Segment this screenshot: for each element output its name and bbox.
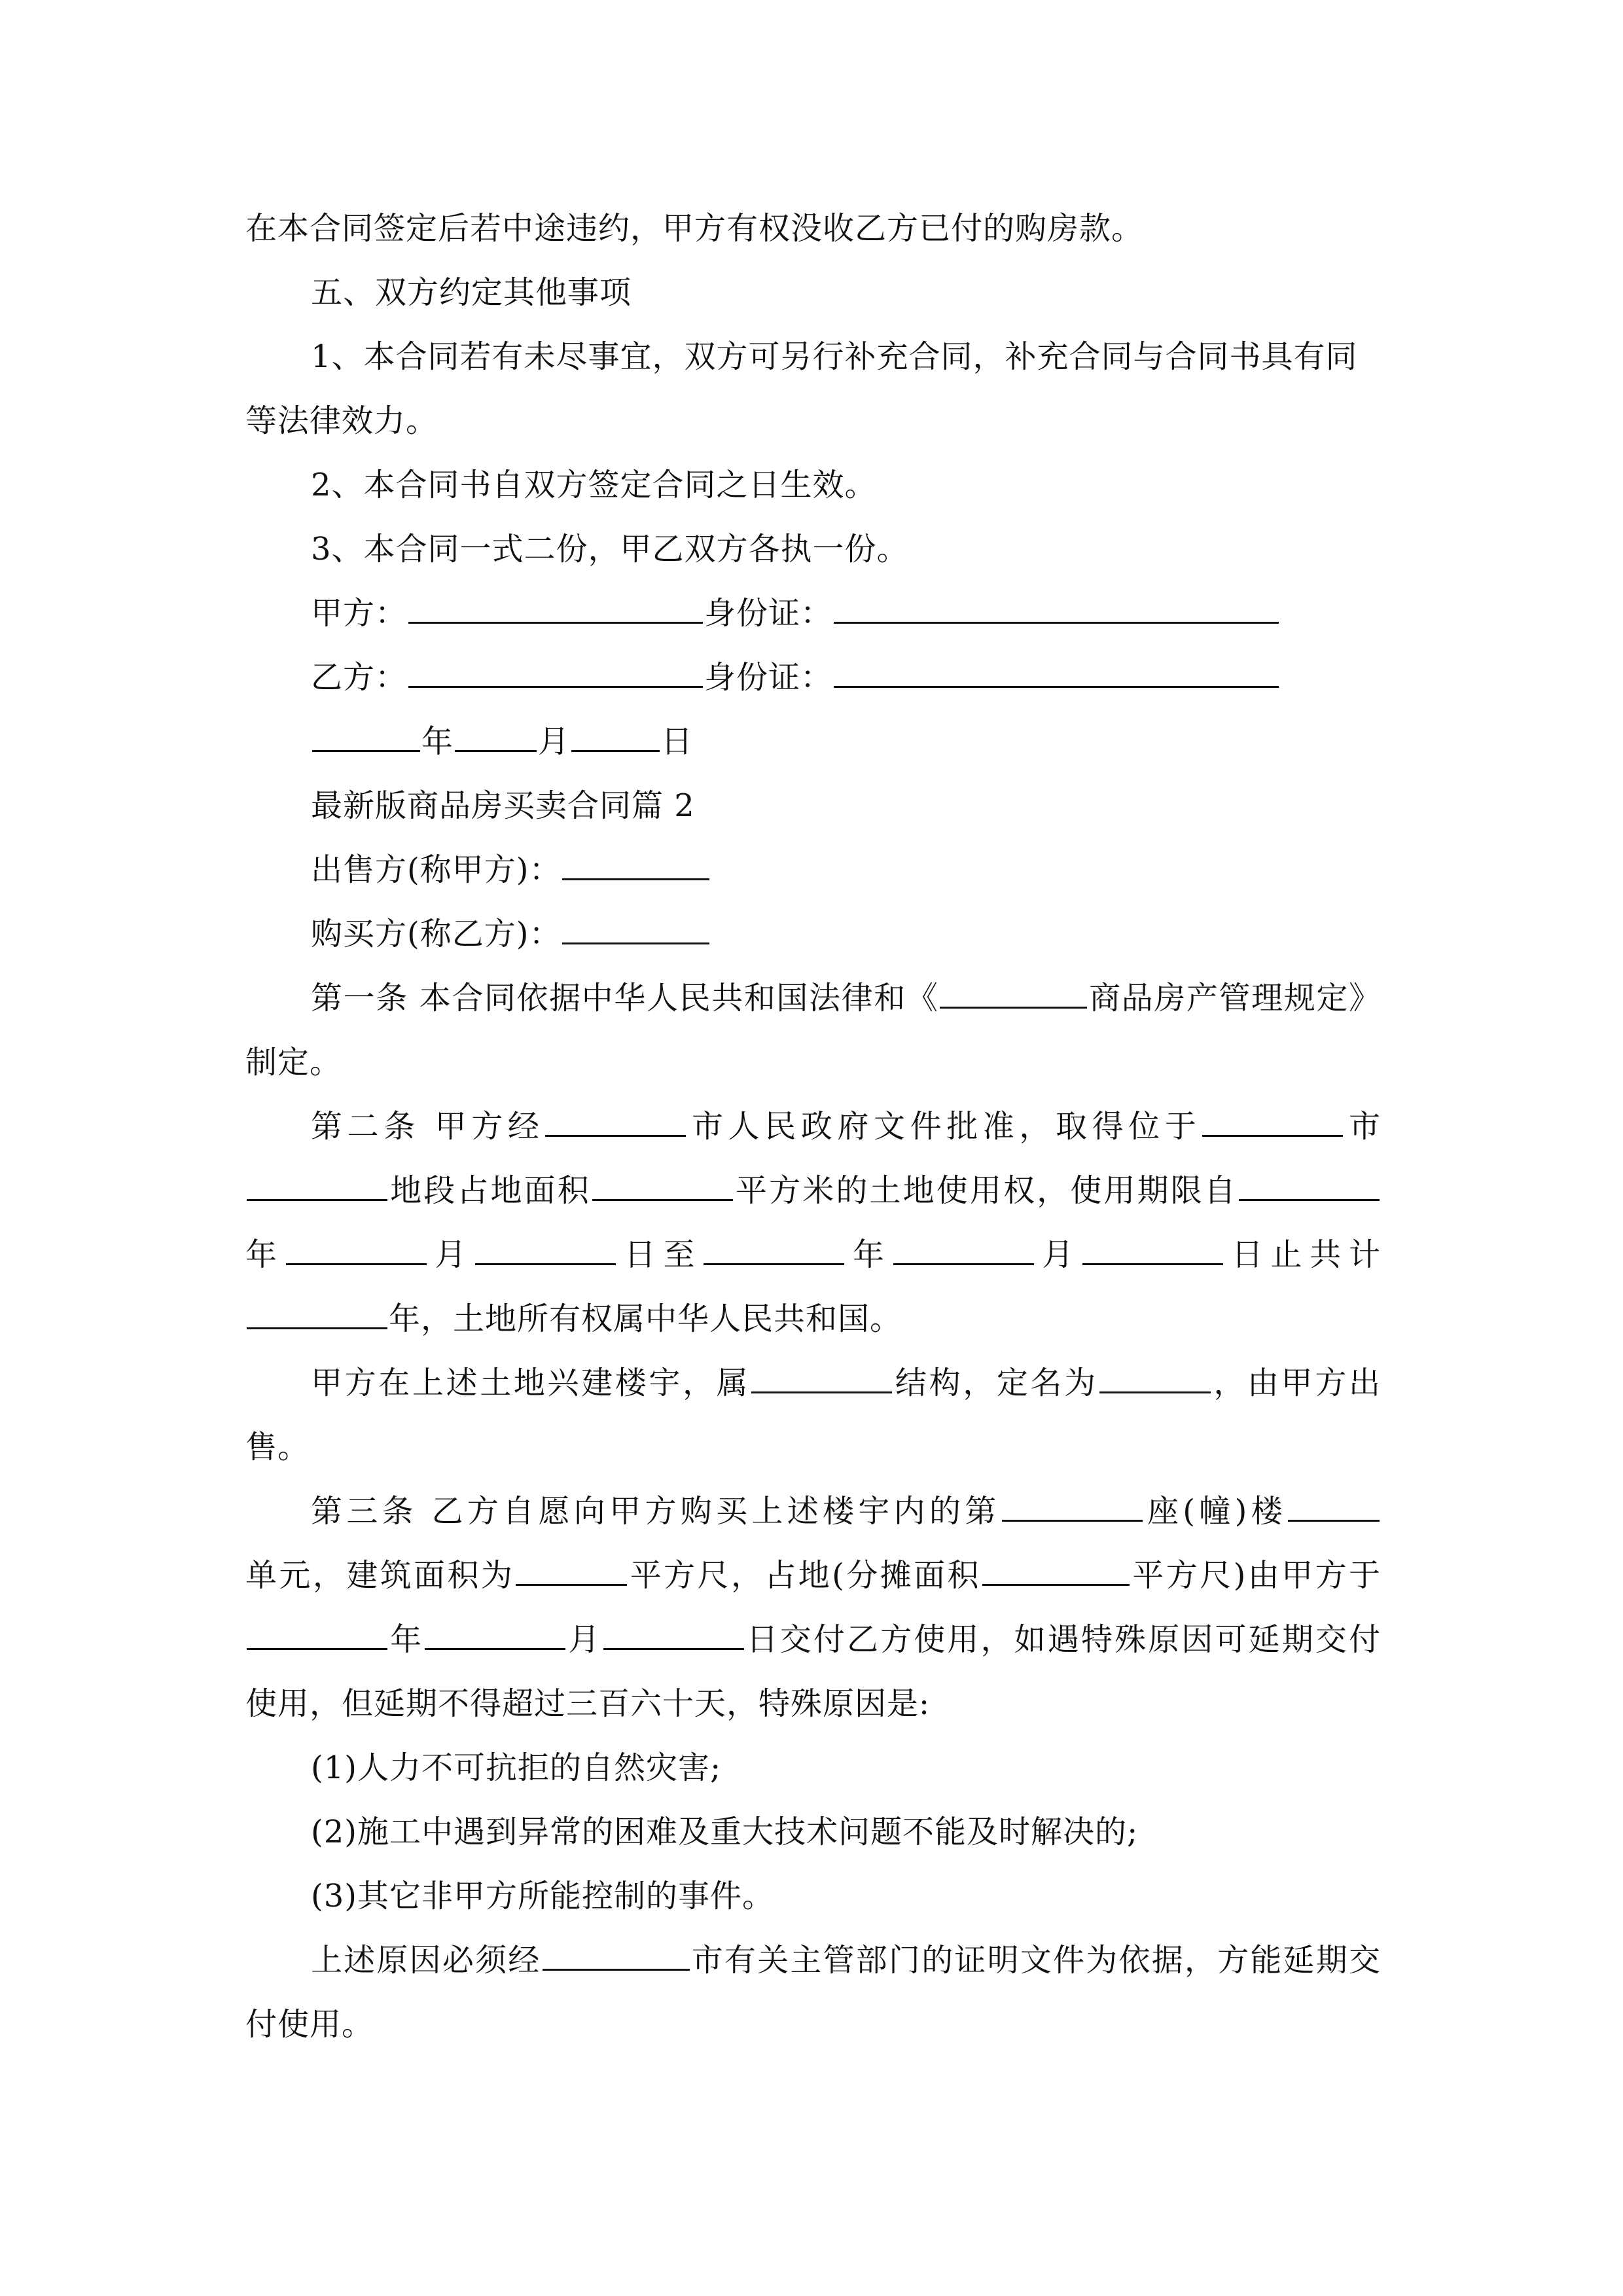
paragraph-text: 等法律效力。	[245, 403, 438, 439]
text-line	[245, 1672, 1381, 1736]
article-text: 第二条 甲方经	[311, 1108, 544, 1145]
shared-area-blank[interactable]	[982, 1543, 1130, 1586]
day-label: 日	[661, 723, 694, 760]
article-text: 年，土地所有权属中华人民共和国。	[389, 1300, 902, 1337]
delivery-day-blank[interactable]	[603, 1607, 744, 1650]
party-b-blank[interactable]	[408, 645, 703, 688]
text-line	[245, 517, 1381, 581]
party-b-label: 乙方：	[311, 659, 408, 696]
party-a-blank[interactable]	[408, 581, 703, 624]
article-text: 售。	[245, 1429, 310, 1465]
article-text: 第一条 本合同依据中华人民共和国法律和《	[311, 980, 939, 1016]
article-text: 日至	[617, 1236, 703, 1273]
month-label: 月	[1035, 1236, 1082, 1273]
region-blank[interactable]	[940, 966, 1087, 1009]
party-a-label: 甲方：	[311, 595, 408, 632]
floor-blank[interactable]	[1288, 1479, 1380, 1522]
cert-city-blank[interactable]	[543, 1928, 690, 1971]
text-line	[245, 325, 1381, 389]
location-city-blank[interactable]	[1202, 1094, 1343, 1137]
article-text: 甲方在上述土地兴建楼宇，属	[311, 1365, 751, 1401]
document-body	[245, 196, 1381, 2056]
text-line	[245, 1992, 1381, 2056]
reason-text: (3)其它非甲方所能控制的事件。	[311, 1878, 774, 1914]
delivery-month-blank[interactable]	[425, 1607, 565, 1650]
block-blank[interactable]	[1002, 1479, 1143, 1522]
article-text: 使用，但延期不得超过三百六十天，特殊原因是:	[245, 1685, 931, 1722]
section-heading	[245, 260, 1381, 325]
reason-item	[245, 1800, 1381, 1864]
paragraph-text: 在本合同签定后若中途违约，甲方有权没收乙方已付的购房款。	[245, 210, 1144, 247]
buyer-line	[245, 902, 1381, 966]
reason-item	[245, 1864, 1381, 1928]
article-text: 结构，定名为	[893, 1365, 1098, 1401]
article-3-line	[245, 1479, 1381, 1543]
year-blank[interactable]	[312, 709, 420, 752]
article-text: 平方尺，占地(分摊面积	[628, 1557, 981, 1594]
seller-label: 出售方(称甲方)：	[311, 852, 562, 888]
article-2-line	[245, 1223, 1381, 1287]
article-text: 平方尺)由甲方于	[1130, 1557, 1381, 1594]
article-text: 付使用。	[245, 2006, 374, 2043]
reason-text: (2)施工中遇到异常的困难及重大技术问题不能及时解决的;	[311, 1814, 1139, 1850]
section-title	[245, 774, 1381, 838]
start-day-blank[interactable]	[475, 1223, 616, 1265]
area-blank[interactable]	[592, 1158, 733, 1201]
article-3-line	[245, 1543, 1381, 1607]
article-text: 日止共计	[1224, 1236, 1381, 1273]
paragraph-text: 2、本合同书自双方签定合同之日生效。	[311, 467, 877, 503]
text-line	[245, 389, 1381, 453]
article-text: 第三条 乙方自愿向甲方购买上述楼宇内的第	[311, 1493, 1001, 1530]
article-text: 市人民政府文件批准，取得位于	[687, 1108, 1202, 1145]
reason-text: (1)人力不可抗拒的自然灾害;	[311, 1749, 722, 1786]
title-text: 最新版商品房买卖合同篇 2	[311, 787, 695, 824]
article-text: 制定。	[245, 1044, 342, 1081]
month-blank[interactable]	[455, 709, 537, 752]
article-text: 平方米的土地使用权，使用期限自	[734, 1172, 1238, 1209]
article-2-line	[245, 1094, 1381, 1158]
year-label: 年	[389, 1621, 424, 1658]
building-line	[245, 1351, 1381, 1415]
end-year-blank[interactable]	[704, 1223, 844, 1265]
text-line	[245, 196, 1381, 260]
article-text: 单元，建筑面积为	[245, 1557, 515, 1594]
signature-line-party-b	[245, 645, 1381, 709]
month-label: 月	[567, 1621, 602, 1658]
article-text: 商品房产管理规定》	[1088, 980, 1381, 1016]
article-1-line	[245, 966, 1381, 1030]
reason-item	[245, 1736, 1381, 1800]
start-month-blank[interactable]	[286, 1223, 427, 1265]
month-label: 月	[427, 1236, 474, 1273]
article-text: 座(幢)楼	[1143, 1493, 1287, 1530]
party-a-id-blank[interactable]	[834, 581, 1279, 624]
year-label: 年	[245, 1236, 285, 1273]
total-years-blank[interactable]	[247, 1287, 387, 1329]
article-text: 市	[1344, 1108, 1381, 1145]
article-text: ，由甲方出	[1211, 1365, 1381, 1401]
signature-line-party-a	[245, 581, 1381, 645]
year-label: 年	[846, 1236, 892, 1273]
article-text: 上述原因必须经	[311, 1942, 541, 1979]
text-line	[245, 453, 1381, 517]
building-name-blank[interactable]	[1099, 1351, 1211, 1393]
buyer-blank[interactable]	[562, 902, 709, 944]
article-3-line	[245, 1607, 1381, 1672]
id-label: 身份证：	[704, 659, 833, 696]
party-b-id-blank[interactable]	[834, 645, 1279, 688]
certification-line	[245, 1928, 1381, 1992]
year-label: 年	[421, 723, 454, 760]
end-day-blank[interactable]	[1082, 1223, 1223, 1265]
paragraph-text: 1、本合同若有未尽事宜，双方可另行补充合同，补充合同与合同书具有同	[311, 338, 1358, 375]
district-blank[interactable]	[247, 1158, 387, 1201]
structure-blank[interactable]	[751, 1351, 892, 1393]
floor-area-blank[interactable]	[516, 1543, 627, 1586]
article-text: 日交付乙方使用，如遇特殊原因可延期交付	[745, 1621, 1381, 1658]
heading-text: 五、双方约定其他事项	[311, 274, 632, 311]
seller-line	[245, 838, 1381, 902]
article-text: 市有关主管部门的证明文件为依据，方能延期交	[690, 1942, 1381, 1979]
seller-blank[interactable]	[562, 838, 709, 880]
delivery-year-blank[interactable]	[247, 1607, 387, 1650]
article-text: 地段占地面积	[389, 1172, 591, 1209]
text-line	[245, 1030, 1381, 1094]
id-label: 身份证：	[704, 595, 833, 632]
text-line	[245, 1415, 1381, 1479]
date-line	[245, 709, 1381, 774]
city-blank[interactable]	[545, 1094, 686, 1137]
start-year-blank[interactable]	[1239, 1158, 1380, 1201]
month-label: 月	[538, 723, 571, 760]
end-month-blank[interactable]	[893, 1223, 1034, 1265]
day-blank[interactable]	[571, 709, 660, 752]
paragraph-text: 3、本合同一式二份，甲乙双方各执一份。	[311, 531, 909, 567]
article-2-line	[245, 1158, 1381, 1223]
buyer-label: 购买方(称乙方)：	[311, 916, 562, 952]
article-2-line	[245, 1287, 1381, 1351]
